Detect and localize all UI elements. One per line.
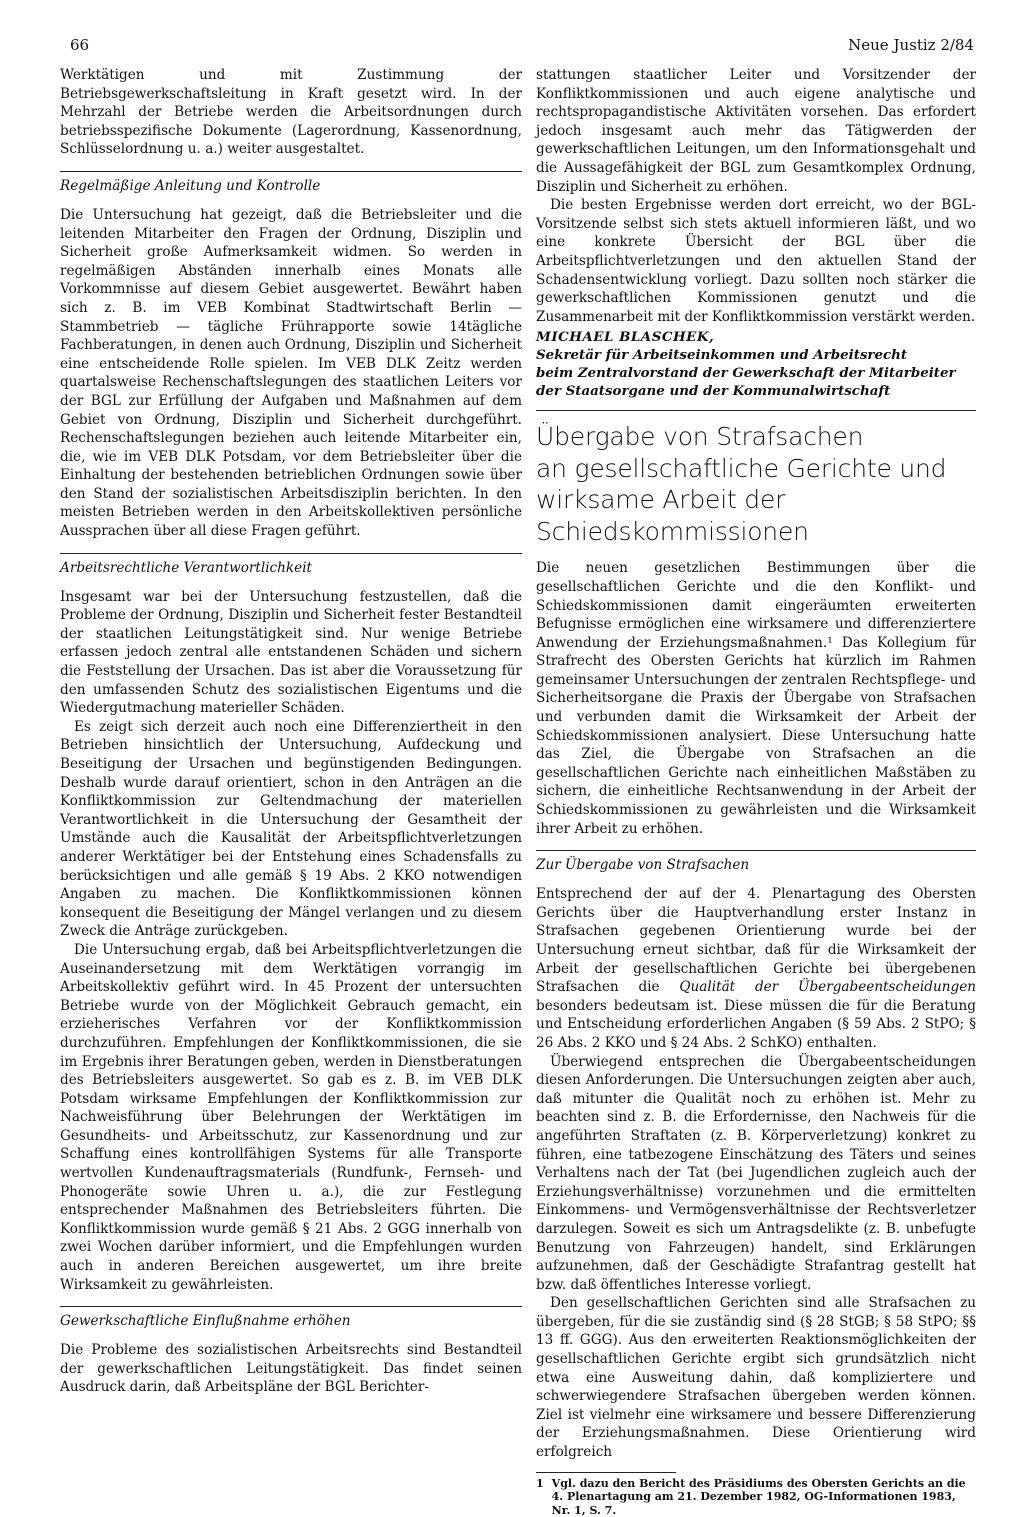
paragraph: Die Probleme des sozialistischen Arbeitsrechts sind Bestandteil der gewerkschaftlichen Leitungstätigkeit. Das findet seinen Ausdruck darin, daß Arbeitspläne der BGL Berichter- — [60, 1342, 522, 1396]
article-title-line: an gesellschaftliche Gerichte und — [536, 453, 947, 483]
section-heading-verantwortlichkeit: Arbeitsrechtliche Verantwortlichkeit — [60, 553, 522, 576]
author-role: beim Zentralvorstand der Gewerkschaft der Mitarbeiter — [536, 365, 956, 382]
paragraph: stattungen staatlicher Leiter und Vorsitzender der Konfliktkommissionen und auch eigene analytische und rechtspropagandistische Aktivitäten vorsehen. Das erfordert jedoch insgesamt auch mehr das Tätigwerden der gewerkschaftlichen Leitungen, um den Informationsgehalt und die Aussagefähigkeit der BGL zum Gesamtkomplex Ordnung, Disziplin und Sicherheit zu erhöhen. — [536, 67, 976, 195]
right-column — [536, 66, 976, 1517]
paragraph: Die Untersuchung ergab, daß bei Arbeitspflichtverletzungen die Auseinandersetzung mit dem Werktätigen vorrangig im Arbeitskollektiv geführt wird. In 45 Prozent der untersuchten Betriebe wurde von der Möglichkeit Gebrauch gemacht, ein erzieherisches Verfahren vor der Konfliktkommission durchzuführen. Empfehlungen der Konfliktkommissionen, die sie im Ergebnis ihrer Beratungen geben, werden in Dienstberatungen des Betriebsleiters ausgewertet. So gab es z. B. im VEB DLK Potsdam wirksame Empfehlungen der Konfliktkommission zur Nachweisführung über Belehrungen der Werktätigen im Gesundheits- und Arbeitsschutz, zur Kassenordnung und zur Schaffung eines kontrollfähigen Systems für alle Transporte wertvollen Kundenauftragsmaterials (Rundfunk-, Fernseh- und Phonogeräte sowie Uhren u. a.), die zur Festlegung entsprechender Maßnahmen des Betriebsleiters führten. Die Konfliktkommission wurde gemäß § 21 Abs. 2 GGG innerhalb von zwei Wochen darüber informiert, und die Empfehlungen wurden auch in anderen Bereichen ausgewertet, um ihre breite Wirksamkeit zu gewährleisten. — [60, 941, 522, 1293]
footnote-number: 1 — [536, 1476, 544, 1490]
section-heading-uebergabe: Zur Übergabe von Strafsachen — [536, 850, 976, 873]
left-column — [60, 66, 522, 1397]
journal-title: Neue Justiz 2/84 — [848, 36, 974, 54]
paragraph: Die Untersuchung hat gezeigt, daß die Betriebsleiter und die leitenden Mitarbeiter den Fragen der Ordnung, Disziplin und Sicherheit große Aufmerksamkeit widmen. So werden in regelmäßigen Abständen innerhalb eines Monats alle Vorkommnisse auf diesem Gebiet ausgewertet. Bewährt haben sich z. B. im VEB Kombinat Stadtwirtschaft Berlin — Stammbetrieb — tägliche Frührapporte sowie 14tägliche Fachberatungen, in denen auch Ordnung, Disziplin und Sicherheit eine entscheidende Rolle spielen. Im VEB DLK Zeitz werden quartalsweise Rechenschaftslegungen des staatlichen Leiters vor der BGL zur Erfüllung der Aufgaben und Maßnahmen auf dem Gebiet von Ordnung, Disziplin und Sicherheit durchgeführt. Rechenschaftslegungen beziehen auch leitende Mitarbeiter ein, die, wie im VEB DLK Potsdam, vor dem Betriebsleiter über die Einhaltung der bestehenden betrieblichen Ordnungen sowie über den Stand der sozialistischen Arbeitsdisziplin berichten. In den meisten Betrieben werden in den Arbeitskollektiven persönliche Aussprachen über all diese Fragen geführt. — [60, 206, 522, 540]
intro-paragraph: Werktätigen und mit Zustimmung der Betriebsgewerkschaftsleitung in Kraft gesetzt wird. In der Mehrzahl der Betriebe werden die Arbeitsordnungen durch betriebsspezifische Dokumente (Lagerordnung, Kassenordnung, Schlüsselordnung u. a.) weiter ausgestaltet. — [60, 67, 522, 158]
lead-paragraph: Die neuen gesetzlichen Bestimmungen über die gesellschaftlichen Gerichte und die den Konflikt- und Schiedskommissionen damit eingeräumten erweiterten Befugnisse ermöglichen eine wirksamere und differenziertere Anwendung der Erziehungsmaßnahmen.¹ Das Kollegium für Strafrecht des Obersten Gerichts hat kürzlich im Rahmen gemeinsamer Untersuchungen der zentralen Rechtspflege- und Sicherheitsorgane die Praxis der Übergabe von Strafsachen und verbunden damit die Wirksamkeit der Arbeit der Schiedskommissionen analysiert. Diese Untersuchung hatte das Ziel, die Übergabe von Strafsachen an die gesellschaftlichen Gerichte nach einheitlichen Maßstäben zu sichern, die einheitliche Rechtsanwendung in der Arbeit der Schiedskommissionen zu gewährleisten und die Wirksamkeit ihrer Arbeit zu erhöhen. — [536, 560, 976, 837]
author-byline — [536, 328, 976, 400]
page-number: 66 — [70, 36, 90, 54]
author-role: der Staatsorgane und der Kommunalwirtschaft — [536, 383, 891, 400]
section-heading-anleitung: Regelmäßige Anleitung und Kontrolle — [60, 171, 522, 194]
footnote — [536, 1477, 976, 1517]
text-run: besonders bedeutsam ist. Diese müssen die für die Beratung und Entscheidung erforderlichen Angaben (§ 59 Abs. 2 StPO; § 26 Abs. 2 KKO und § 24 Abs. 2 SchKO) enthalten. — [536, 997, 976, 1051]
author-name: MICHAEL BLASCHEK, — [536, 329, 715, 346]
paragraph: Den gesellschaftlichen Gerichten sind alle Strafsachen zu übergeben, für die sie zuständig sind (§ 28 StGB; § 58 StPO; §§ 13 ff. GGG). Aus den erweiterten Reaktionsmöglichkeiten der gesellschaftlichen Gerichte ergibt sich grundsätzlich nicht etwa eine Ausweitung dahin, daß kompliziertere und schwerwiegendere Strafsachen übergeben werden können. Ziel ist vielmehr eine wirksamere und bessere Differenzierung der Erziehungsmaßnahmen. Diese Orientierung wird erfolgreich — [536, 1295, 976, 1461]
article-title-line: wirksame Arbeit der Schiedskommissionen — [536, 485, 809, 546]
article-title-line: Übergabe von Strafsachen — [536, 422, 864, 452]
emphasis-text: Qualität der Übergabeentscheidungen — [679, 979, 976, 996]
paragraph — [536, 885, 976, 1052]
paragraph: Überwiegend entsprechen die Übergabeentscheidungen diesen Anforderungen. Die Untersuchungen zeigten aber auch, daß mitunter die Qualität noch zu erhöhen ist. Mehr zu beachten sind z. B. die Erfordernisse, den Nachweis für die angeführten Straftaten (z. B. Körperverletzung) konkret zu führen, eine tatbezogene Einschätzung des Täters und seines Verhaltens nach der Tat (bei Jugendlichen zugleich auch der Erziehungsverhältnisse) vorzunehmen und die ermittelten Einkommens- und Vermögensverhältnisse der Rechtsverletzer darzulegen. Soweit es sich um Antragsdelikte (z. B. unbefugte Benutzung von Fahrzeugen) handelt, sind Erklärungen aufzunehmen, daß der Geschädigte Strafantrag gestellt hat bzw. daß öffentliches Interesse vorliegt. — [536, 1053, 976, 1293]
article-title — [536, 410, 976, 547]
paragraph: Die besten Ergebnisse werden dort erreicht, wo der BGL-Vorsitzende selbst sich stets aktuell informieren läßt, und wo eine konkrete Übersicht der BGL über die Arbeitspflichtverletzungen und den aktuellen Stand der Schadensentwicklung vorliegt. Dazu sollten noch stärker die gewerkschaftlichen Kommissionen genutzt und die Zusammenarbeit mit der Konfliktkommission verstärkt werden. — [536, 197, 976, 325]
section-heading-einflussnahme: Gewerkschaftliche Einflußnahme erhöhen — [60, 1306, 522, 1329]
footnote-text: Vgl. dazu den Bericht des Präsidiums des Obersten Gerichts an die 4. Plenartagung am 21. Dezember 1982, OG-Informationen 1983, Nr. 1, S. 7. — [551, 1476, 966, 1517]
author-role: Sekretär für Arbeitseinkommen und Arbeitsrecht — [536, 347, 908, 364]
text-run: Entsprechend der auf der 4. Plenartagung des Obersten Gerichts über die Hauptverhandlung erster Instanz in Strafsachen gegebenen Orientierung wurde bei der Untersuchung erneut sichtbar, daß für die Wirksamkeit der Arbeit der gesellschaftlichen Gerichte bei übergebenen Strafsachen die — [536, 886, 976, 996]
paragraph: Es zeigt sich derzeit auch noch eine Differenziertheit in den Betrieben hinsichtlich der Untersuchung, Aufdeckung und Beseitigung der Ursachen und begünstigenden Bedingungen. Deshalb wurde darauf orientiert, schon in den Anträgen an die Konfliktkommission zur Geltendmachung der materiellen Verantwortlichkeit in die Untersuchung der Gesamtheit der Umstände auch die Kausalität der Arbeitspflichtverletzungen anderer Werktätiger bei der Entstehung eines Schadensfalls zu berücksichtigen und alle gemäß § 19 Abs. 2 KKO notwendigen Angaben zu machen. Die Konfliktkommissionen können konsequent die Beseitigung der Mängel verlangen und zu diesem Zweck die Anträge zurückgeben. — [60, 718, 522, 940]
paragraph: Insgesamt war bei der Untersuchung festzustellen, daß die Probleme der Ordnung, Disziplin und Sicherheit fester Bestandteil der staatlichen Leitungstätigkeit sind. Nur wenige Betriebe erfassen jedoch zentral alle entstandenen Schäden und sichern die Feststellung der Ursachen. Das ist aber die Voraussetzung für den umfassenden Schutz des sozialistischen Eigentums und die Wiedergutmachung materieller Schäden. — [60, 588, 522, 717]
